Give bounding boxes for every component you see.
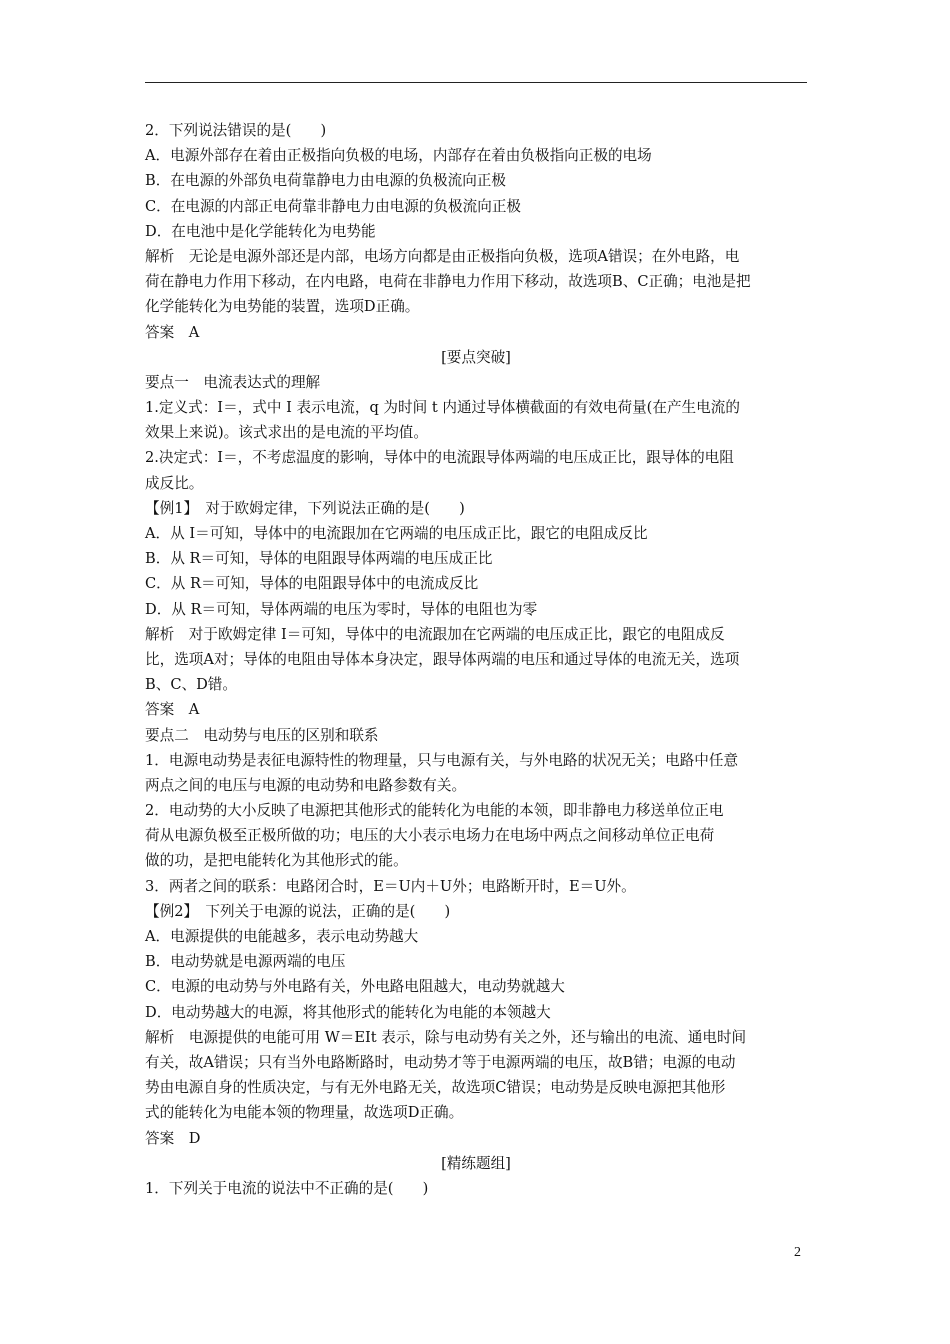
key-point-2-item-line: 做的功，是把电能转化为其他形式的能。 [145,852,408,870]
example-1-analysis-line: 解析 对于欧姆定律 I＝可知，导体中的电流跟加在它两端的电压成正比，跟它的电阻成反 [145,625,725,643]
question-2-stem: 2．下列说法错误的是( ) [145,122,327,139]
key-point-1-title: 要点一 电流表达式的理解 [145,373,321,391]
question-2-option-d: D．在电池中是化学能转化为电势能 [145,222,376,240]
key-point-2-item-line: 荷从电源负极至正极所做的功；电压的大小表示电场力在电场中两点之间移动单位正电荷 [145,827,715,845]
practice-1-stem: 1．下列关于电流的说法中不正确的是( ) [145,1179,429,1197]
key-point-2-item-line: 3．两者之间的联系：电路闭合时，E＝U内＋U外；电路断开时，E＝U外。 [145,877,636,895]
example-2-option-c: C．电源的电动势与外电路有关，外电路电阻越大，电动势就越大 [145,978,565,996]
definition-line: 1.定义式：I＝，式中 I 表示电流，q 为时间 t 内通过导体横截面的有效电荷量(在产生电流的 [145,399,740,417]
determination-line: 2.决定式：I＝，不考虑温度的影响，导体中的电流跟导体两端的电压成正比，跟导体的电阻 [145,449,734,467]
key-point-2-title: 要点二 电动势与电压的区别和联系 [145,726,379,744]
example-2-analysis-line: 式的能转化为电能本领的物理量，故选项D正确。 [145,1104,464,1122]
question-2-option-b: B．在电源的外部负电荷靠静电力由电源的负极流向正极 [145,172,506,190]
key-point-2-item-line: 1．电源电动势是表征电源特性的物理量，只与电源有关，与外电路的状况无关；电路中任意 [145,751,739,769]
example-2-option-d: D．电动势越大的电源，将其他形式的能转化为电能的本领越大 [145,1003,551,1021]
example-1-option-a: A．从 I＝可知，导体中的电流跟加在它两端的电压成正比，跟它的电阻成反比 [145,525,648,542]
example-1-option-d: D．从 R＝可知，导体两端的电压为零时，导体的电阻也为零 [145,600,538,618]
document-body [145,118,807,1201]
question-2-analysis-line: 荷在静电力作用下移动，在内电路，电荷在非静电力作用下移动，故选项B、C正确；电池是把 [145,273,751,291]
example-1-answer: 答案 A [145,701,200,719]
section-heading-practice: [精练题组] [441,1154,511,1172]
page-number: 2 [794,1245,801,1260]
example-1-analysis-line: B、C、D错。 [145,676,237,694]
example-1-stem: 【例1】 对于欧姆定律，下列说法正确的是( ) [145,499,465,517]
key-point-2-item-line: 2．电动势的大小反映了电源把其他形式的能转化为电能的本领，即非静电力移送单位正电 [145,802,724,820]
determination-line: 成反比。 [145,474,204,492]
example-1-analysis-line: 比，选项A对；导体的电阻由导体本身决定，跟导体两端的电压和通过导体的电流无关，选项 [145,650,740,668]
definition-line: 效果上来说)。该式求出的是电流的平均值。 [145,424,428,442]
question-2-answer: 答案 A [145,323,200,341]
question-2-analysis-line: 解析 无论是电源外部还是内部，电场方向都是由正极指向负极，选项A错误；在外电路，电 [145,247,740,265]
example-2-option-a: A．电源提供的电能越多，表示电动势越大 [145,928,419,945]
section-heading-key-points: [要点突破] [441,348,511,366]
example-2-stem: 【例2】 下列关于电源的说法，正确的是( ) [145,902,451,920]
example-2-analysis-line: 有关，故A错误；只有当外电路断路时，电动势才等于电源两端的电压，故B错；电源的电动 [145,1053,736,1071]
example-2-analysis-line: 势由电源自身的性质决定，与有无外电路无关，故选项C错误；电动势是反映电源把其他形 [145,1079,726,1097]
question-2-option-c: C．在电源的内部正电荷靠非静电力由电源的负极流向正极 [145,197,522,215]
key-point-2-item-line: 两点之间的电压与电源的电动势和电路参数有关。 [145,776,467,794]
header-rule [145,82,807,83]
example-2-option-b: B．电动势就是电源两端的电压 [145,953,346,971]
example-2-answer: 答案 D [145,1129,201,1147]
example-1-option-b: B．从 R＝可知，导体的电阻跟导体两端的电压成正比 [145,550,493,568]
question-2-option-a: A．电源外部存在着由正极指向负极的电场，内部存在着由负极指向正极的电场 [145,147,652,165]
example-1-option-c: C．从 R＝可知，导体的电阻跟导体中的电流成反比 [145,575,479,593]
example-2-analysis-line: 解析 电源提供的电能可用 W＝EIt 表示，除与电动势有关之外，还与输出的电流、通电时间 [145,1028,747,1046]
question-2-analysis-line: 化学能转化为电势能的装置，选项D正确。 [145,298,420,316]
